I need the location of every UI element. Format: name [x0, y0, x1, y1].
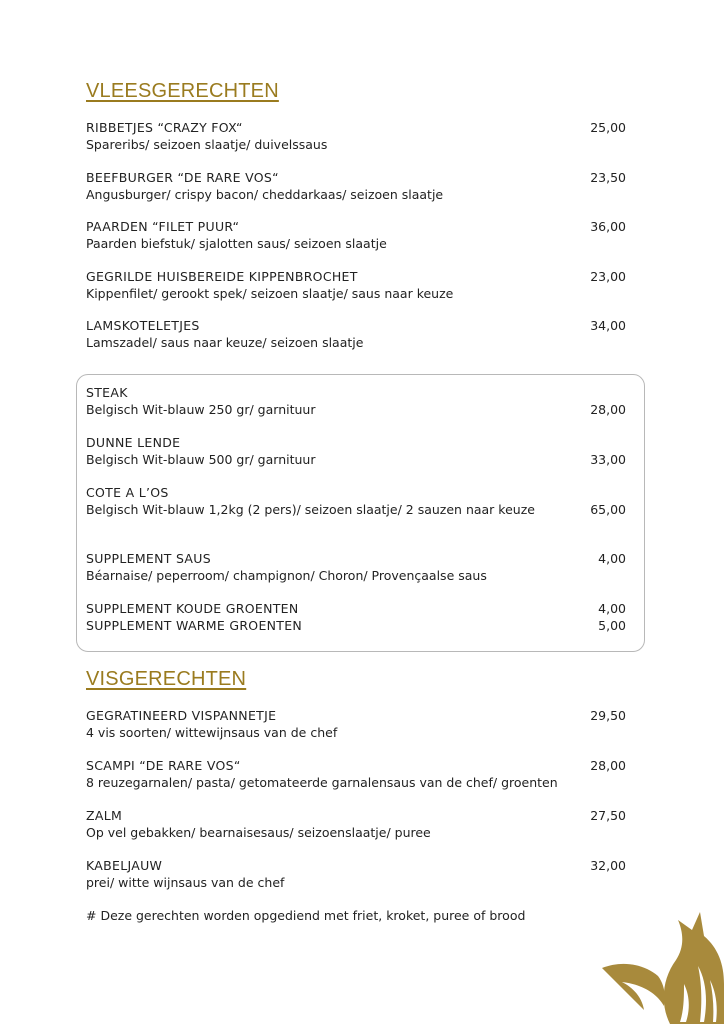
item-description: 8 reuzegarnalen/ pasta/ getomateerde garnalensaus van de chef/ groenten — [86, 775, 558, 790]
item-description: Kippenfilet/ gerookt spek/ seizoen slaatje/ saus naar keuze — [86, 286, 454, 301]
item-name: DUNNE LENDE — [86, 435, 181, 450]
item-price: 33,00 — [590, 452, 626, 467]
menu-item-ribbetjes — [86, 120, 626, 153]
footnote: # Deze gerechten worden opgediend met friet, kroket, puree of brood — [86, 908, 526, 923]
item-description: Op vel gebakken/ bearnaisesaus/ seizoenslaatje/ puree — [86, 825, 431, 840]
item-name: SUPPLEMENT WARME GROENTEN — [86, 618, 303, 633]
item-description: Paarden biefstuk/ sjalotten saus/ seizoen slaatje — [86, 236, 387, 251]
item-description: Belgisch Wit-blauw 500 gr/ garnituur — [86, 452, 316, 467]
menu-item-kippenbrochet — [86, 269, 626, 302]
meat-heading: VLEESGERECHTEN — [86, 80, 279, 102]
item-name: GEGRILDE HUISBEREIDE KIPPENBROCHET — [86, 269, 358, 284]
menu-item-supplement-saus — [86, 551, 626, 584]
item-description: 4 vis soorten/ wittewijnsaus van de chef — [86, 725, 338, 740]
item-description: Lamszadel/ saus naar keuze/ seizoen slaatje — [86, 335, 364, 350]
item-description: Belgisch Wit-blauw 1,2kg (2 pers)/ seizoen slaatje/ 2 sauzen naar keuze — [86, 502, 535, 517]
menu-item-cote-a-los — [86, 485, 626, 518]
menu-item-kabeljauw — [86, 858, 626, 891]
item-price: 23,50 — [590, 170, 626, 185]
item-name: STEAK — [86, 385, 128, 400]
item-price: 4,00 — [598, 601, 626, 616]
item-name: SCAMPI “DE RARE VOS“ — [86, 758, 241, 773]
item-name: PAARDEN “FILET PUUR“ — [86, 219, 240, 234]
item-name: SUPPLEMENT SAUS — [86, 551, 211, 566]
item-price: 36,00 — [590, 219, 626, 234]
item-name: ZALM — [86, 808, 123, 823]
fish-heading: VISGERECHTEN — [86, 668, 247, 690]
item-description: Angusburger/ crispy bacon/ cheddarkaas/ seizoen slaatje — [86, 187, 444, 202]
item-name: GEGRATINEERD VISPANNETJE — [86, 708, 277, 723]
menu-item-beefburger — [86, 170, 626, 203]
item-name: RIBBETJES “CRAZY FOX“ — [86, 120, 243, 135]
item-description: Béarnaise/ peperroom/ champignon/ Choron/ Provençaalse saus — [86, 568, 487, 583]
item-name: SUPPLEMENT KOUDE GROENTEN — [86, 601, 299, 616]
menu-item-zalm — [86, 808, 626, 841]
menu-item-vispannetje — [86, 708, 626, 741]
item-name: BEEFBURGER “DE RARE VOS“ — [86, 170, 279, 185]
item-price: 65,00 — [590, 502, 626, 517]
fox-logo-icon — [600, 884, 724, 1024]
item-name: COTE A L’OS — [86, 485, 169, 500]
menu-item-steak — [86, 385, 626, 418]
item-price: 29,50 — [590, 708, 626, 723]
item-price: 28,00 — [590, 402, 626, 417]
menu-item-scampi — [86, 758, 626, 791]
item-name: LAMSKOTELETJES — [86, 318, 200, 333]
menu-item-lamskoteletjes — [86, 318, 626, 351]
item-price: 23,00 — [590, 269, 626, 284]
item-price: 4,00 — [598, 551, 626, 566]
item-description: Spareribs/ seizoen slaatje/ duivelssaus — [86, 137, 328, 152]
item-price: 34,00 — [590, 318, 626, 333]
item-price: 28,00 — [590, 758, 626, 773]
item-name: KABELJAUW — [86, 858, 163, 873]
menu-item-supplement-groenten — [86, 601, 626, 635]
item-price: 25,00 — [590, 120, 626, 135]
item-price: 32,00 — [590, 858, 626, 873]
item-description: prei/ witte wijnsaus van de chef — [86, 875, 285, 890]
menu-item-paarden — [86, 219, 626, 252]
item-price: 27,50 — [590, 808, 626, 823]
item-description: Belgisch Wit-blauw 250 gr/ garnituur — [86, 402, 316, 417]
menu-item-dunne-lende — [86, 435, 626, 468]
item-price: 5,00 — [598, 618, 626, 633]
